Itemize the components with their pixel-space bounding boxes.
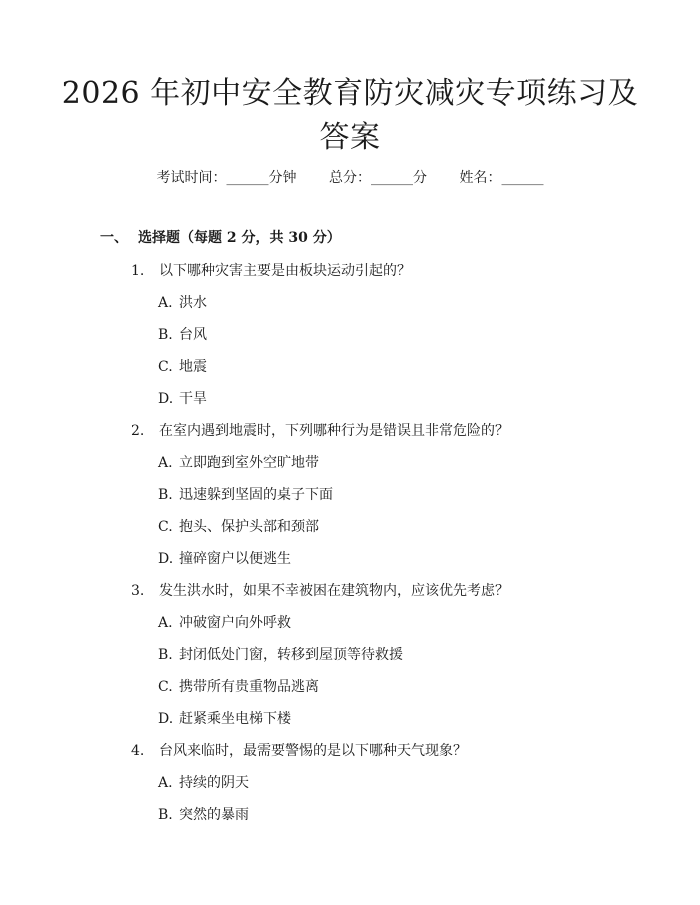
option-letter: A. — [158, 295, 173, 311]
question-1 — [131, 261, 411, 281]
option-text: 抱头、保护头部和颈部 — [179, 519, 319, 535]
section-heading — [100, 228, 341, 248]
option-text: 持续的阴天 — [179, 775, 249, 791]
question-1-option-b — [158, 325, 207, 345]
student-name: 姓名：______ — [459, 170, 544, 186]
option-text: 干旱 — [179, 391, 207, 407]
question-3-option-a — [158, 613, 291, 633]
exam-meta — [0, 168, 700, 188]
question-3-option-d — [158, 709, 291, 729]
question-4 — [131, 741, 467, 761]
option-text: 立即跑到室外空旷地带 — [179, 455, 319, 471]
question-text: 发生洪水时，如果不幸被困在建筑物内，应该优先考虑？ — [159, 583, 509, 599]
option-text: 赶紧乘坐电梯下楼 — [179, 711, 291, 727]
question-1-option-a — [158, 293, 207, 313]
option-letter: C. — [158, 679, 173, 695]
option-text: 冲破窗户向外呼救 — [179, 615, 291, 631]
option-letter: A. — [158, 455, 173, 471]
question-4-option-a — [158, 773, 249, 793]
option-letter: C. — [158, 519, 173, 535]
question-2-option-d — [158, 549, 291, 569]
option-text: 洪水 — [179, 295, 207, 311]
option-letter: A. — [158, 615, 173, 631]
option-letter: B. — [158, 327, 173, 343]
total-score: 总分：______分 — [329, 170, 427, 186]
question-2 — [131, 421, 509, 441]
question-text: 台风来临时，最需要警惕的是以下哪种天气现象？ — [159, 743, 467, 759]
question-4-option-b — [158, 805, 249, 825]
option-letter: A. — [158, 775, 173, 791]
option-text: 突然的暴雨 — [179, 807, 249, 823]
option-letter: B. — [158, 647, 173, 663]
option-text: 携带所有贵重物品逃离 — [179, 679, 319, 695]
question-text: 以下哪种灾害主要是由板块运动引起的？ — [159, 263, 411, 279]
option-letter: B. — [158, 807, 173, 823]
question-2-option-a — [158, 453, 319, 473]
question-number: 3. — [131, 583, 145, 599]
question-2-option-b — [158, 485, 333, 505]
question-1-option-d — [158, 389, 207, 409]
document-title: 2026 年初中安全教育防灾减灾专项练习及答案 — [61, 76, 639, 155]
question-number: 4. — [131, 743, 145, 759]
option-letter: B. — [158, 487, 173, 503]
option-text: 地震 — [179, 359, 207, 375]
question-number: 2. — [131, 423, 145, 439]
question-3 — [131, 581, 509, 601]
question-text: 在室内遇到地震时，下列哪种行为是错误且非常危险的？ — [159, 423, 509, 439]
option-text: 撞碎窗户以便逃生 — [179, 551, 291, 567]
section-number: 一、 — [100, 230, 128, 246]
question-number: 1. — [131, 263, 145, 279]
option-text: 封闭低处门窗，转移到屋顶等待救援 — [179, 647, 403, 663]
question-1-option-c — [158, 357, 207, 377]
option-letter: D. — [158, 551, 174, 567]
exam-time: 考试时间：______分钟 — [156, 170, 297, 186]
option-letter: C. — [158, 359, 173, 375]
option-letter: D. — [158, 711, 174, 727]
option-text: 迅速躲到坚固的桌子下面 — [179, 487, 333, 503]
question-3-option-c — [158, 677, 319, 697]
question-3-option-b — [158, 645, 403, 665]
section-title: 选择题（每题 2 分，共 30 分） — [138, 230, 341, 246]
option-text: 台风 — [179, 327, 207, 343]
option-letter: D. — [158, 391, 174, 407]
question-2-option-c — [158, 517, 319, 537]
